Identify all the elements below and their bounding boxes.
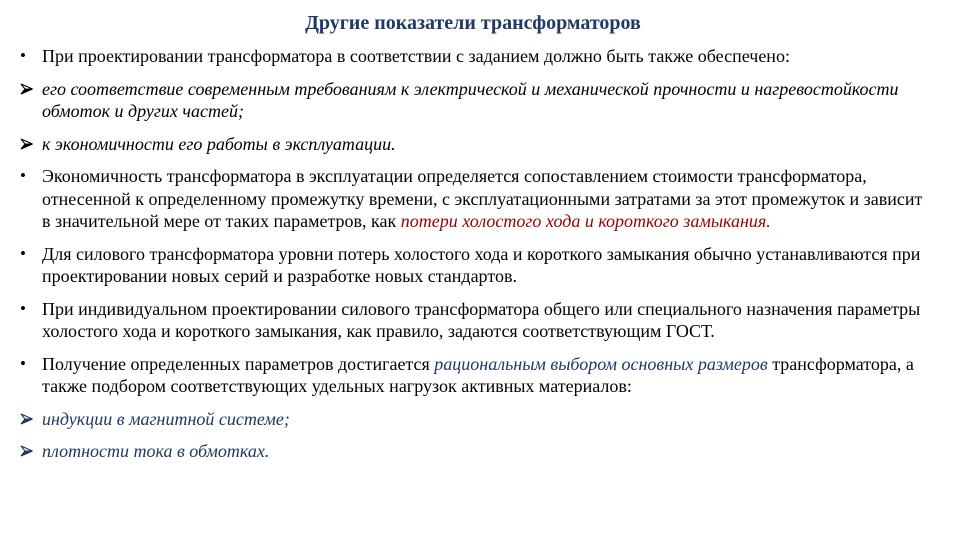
list-item-text: [42, 78, 924, 123]
list-item-text: [42, 298, 924, 343]
dot-bullet-icon: •: [20, 46, 26, 65]
list-item-text: [42, 440, 924, 463]
text-segment: индукции в магнитной системе;: [42, 408, 290, 429]
text-segment: Получение определенных параметров достигается: [42, 353, 435, 374]
list-item-text: [42, 408, 924, 431]
arrow-bullet-icon: [16, 133, 42, 156]
list-item: [16, 133, 924, 156]
text-segment: потери холостого хода и короткого замыкания.: [400, 211, 771, 231]
list-item-text: [42, 243, 924, 288]
text-segment: рациональным выбором основных размеров: [434, 353, 768, 374]
list-item: [16, 45, 924, 68]
list-item-text: [42, 133, 924, 156]
list-item: [16, 298, 924, 343]
text-segment: к экономичности его работы в эксплуатации.: [42, 133, 396, 154]
text-segment: трансформатора, а также подбором соответствующих удельных нагрузок активных материалов:: [42, 353, 914, 396]
list-item: [16, 78, 924, 123]
list-item-text: [42, 165, 924, 233]
text-segment: При индивидуальном проектировании силового трансформатора общего или специального назначения параметры холостого хода и короткого замыкания, как правило, задаются соответствующим ГОСТ.: [42, 298, 921, 341]
dot-bullet-icon: •: [20, 353, 26, 373]
dot-bullet-icon: •: [20, 166, 26, 185]
slide-title: Другие показатели трансформаторов: [305, 12, 641, 34]
list-item-text: [42, 353, 924, 398]
list-item-text: [42, 45, 924, 68]
text-segment: При проектировании трансформатора в соответствии с заданием должно быть также обеспечено:: [42, 46, 790, 66]
arrow-bullet-icon: [16, 440, 42, 463]
list-item: [16, 408, 924, 431]
text-segment: плотности тока в обмотках.: [42, 441, 270, 461]
dot-bullet-icon: •: [20, 243, 26, 263]
list-item: [16, 353, 924, 398]
arrow-bullet-icon: [16, 78, 42, 101]
list-item: [16, 165, 924, 233]
text-segment: Для силового трансформатора уровни потерь холостого хода и короткого замыкания обычно устанавливаются при проектировании новых серий и разработке новых стандартов.: [42, 243, 921, 286]
list-item: [16, 440, 924, 463]
bullet-list: [16, 45, 924, 463]
arrow-bullet-icon: [16, 408, 42, 431]
text-segment: Экономичность трансформатора в эксплуатации определяется сопоставлением стоимости трансформатора, отнесенной к определенному промежутку времени, с эксплуатационными затратами за этот промежуток и зависит в значительной мере от таких параметров, как: [42, 166, 923, 231]
list-item: [16, 243, 924, 288]
dot-bullet-icon: •: [20, 298, 26, 318]
text-segment: его соответствие современным требованиям к электрической и механической прочности и нагревостойкости обмоток и других частей;: [42, 78, 899, 121]
